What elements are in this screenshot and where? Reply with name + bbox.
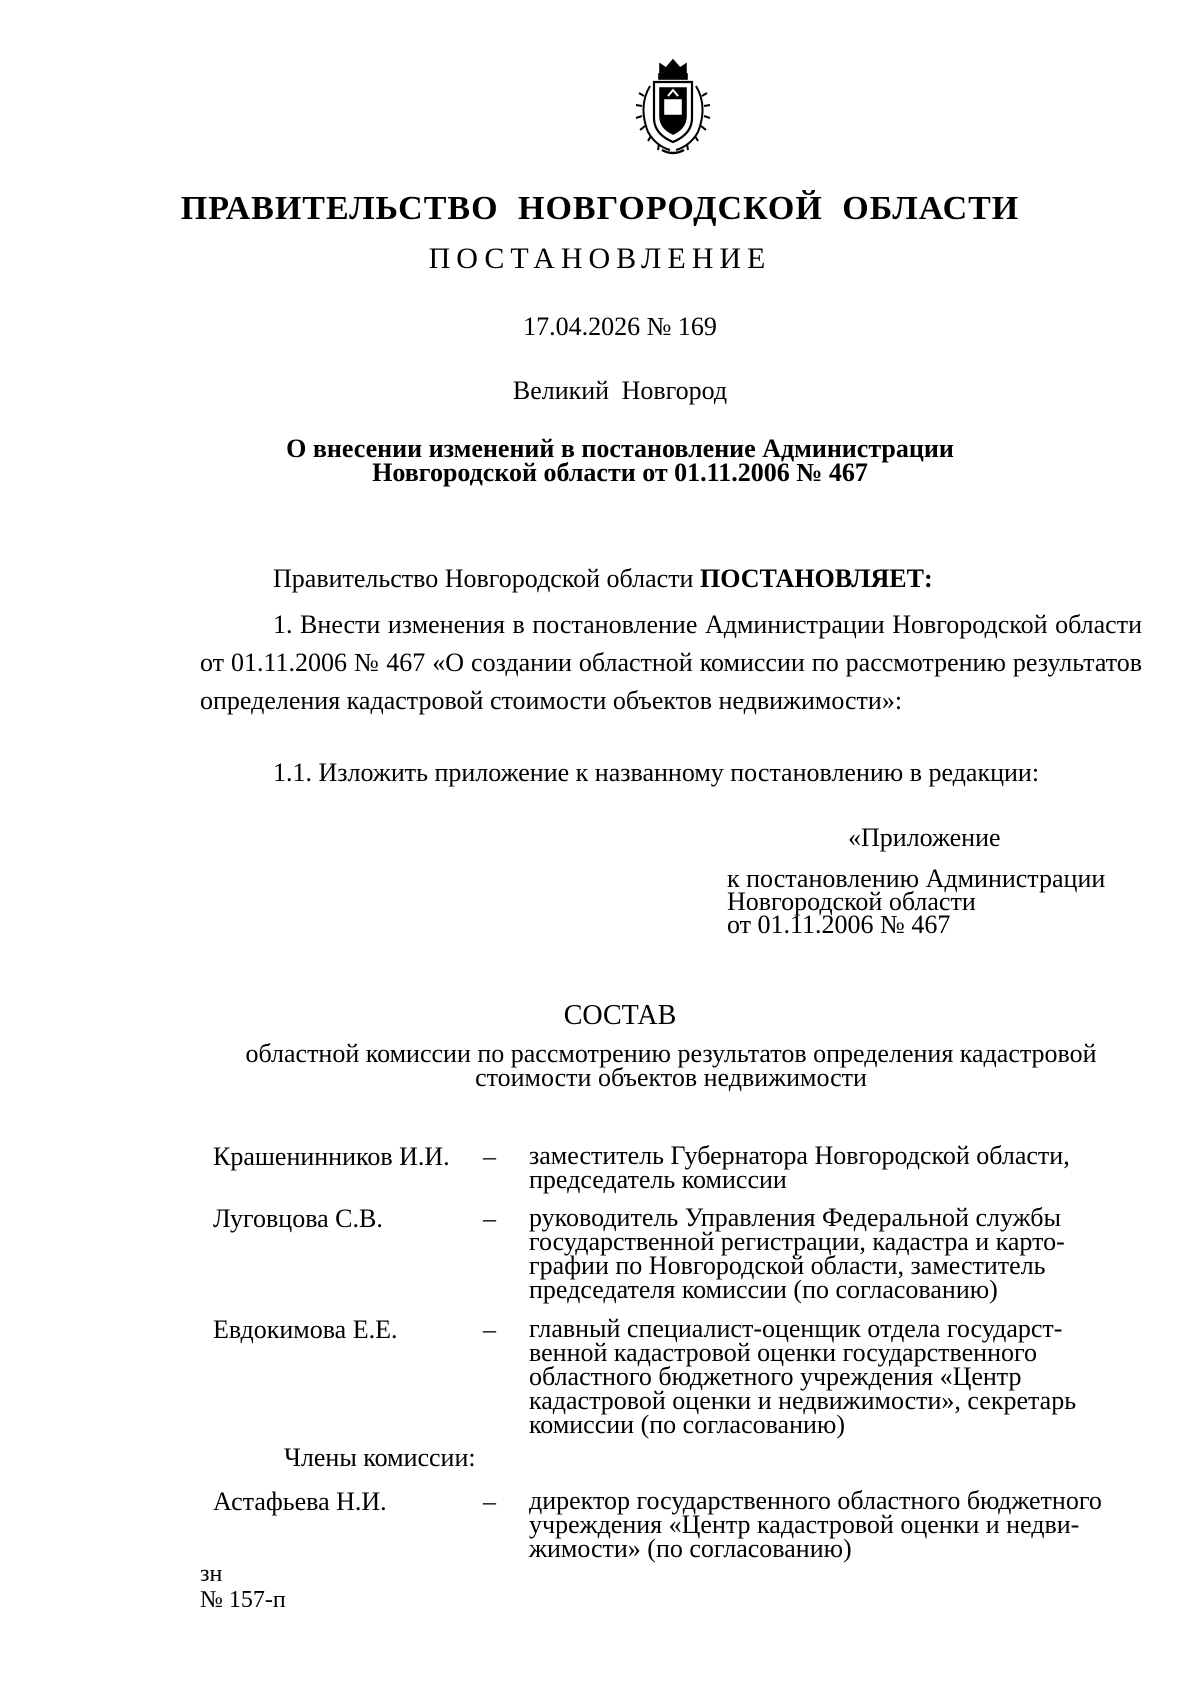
composition-subtitle-line-1: областной комиссии по рассмотрению результатов определения кадастровой [245,1039,1097,1068]
member-dash: – [483,1142,496,1171]
footer-number: № 157-п [200,1587,286,1613]
member-description-line: учреждения «Центр кадастровой оценки и недви- [529,1510,1080,1539]
footer-reference [200,1561,286,1613]
member-description-line: председателя комиссии (по согласованию) [529,1275,998,1304]
government-name-heading: ПРАВИТЕЛЬСТВО НОВГОРОДСКОЙ ОБЛАСТИ [180,190,1020,227]
intro-decree-word: ПОСТАНОВЛЯЕТ: [699,564,933,593]
appendix-line-1: к постановлению Администрации [727,864,1106,893]
document-type-heading: ПОСТАНОВЛЕНИЕ [428,242,772,275]
member-description-line: областного бюджетного учреждения «Центр [529,1362,1022,1391]
members-label: Члены комиссии: [284,1443,476,1472]
appendix-title: «Приложение [848,823,1001,852]
composition-subtitle-line-2: стоимости объектов недвижимости [475,1063,867,1092]
document-date-number: 17.04.2026 № 169 [523,312,717,341]
member-description-line: комиссии (по согласованию) [529,1410,845,1439]
member-description-line: государственной регистрации, кадастра и карто- [529,1227,1065,1256]
appendix-reference [727,864,1106,939]
member-description-line: главный специалист-оценщик отдела государст- [529,1314,1063,1343]
item-1-paragraph: 1. Внести изменения в постановление Администрации Новгородской области от 01.11.2006 № 467 «О создании областной комиссии по рассмотрению результатов определения кадастровой стоимости объектов недвижимости»: [200,610,1142,715]
composition-title: СОСТАВ [563,1000,677,1031]
member-name: Крашенинников И.И. [213,1142,450,1171]
appendix-line-2: Новгородской области [727,887,976,916]
document-city: Великий Новгород [512,376,728,405]
coat-of-arms-emblem [632,56,714,160]
subject-line-2: Новгородской области от 01.11.2006 № 467 [372,458,868,487]
member-name: Луговцова С.В. [213,1204,383,1233]
member-description [529,1203,1139,1304]
member-description-line: жимости» (по согласованию) [529,1534,852,1563]
member-description [529,1486,1139,1563]
member-description-line: графии по Новгородской области, заместитель [529,1251,1046,1280]
intro-paragraph [273,564,933,594]
member-description-line: председатель комиссии [529,1165,787,1194]
member-description-line: кадастровой оценки и недвижимости», секретарь [529,1386,1077,1415]
composition-subtitle [200,1039,1142,1092]
intro-text: Правительство Новгородской области [273,564,700,593]
member-description-line: руководитель Управления Федеральной службы [529,1203,1061,1232]
member-dash: – [483,1487,496,1516]
member-dash: – [483,1315,496,1344]
member-dash: – [483,1204,496,1233]
member-description-line: заместитель Губернатора Новгородской области, [529,1141,1070,1170]
subject-line-1: О внесении изменений в постановление Администрации [286,434,954,463]
member-description [529,1141,1139,1194]
appendix-line-3: от 01.11.2006 № 467 [727,910,951,939]
item-1-1-paragraph: 1.1. Изложить приложение к названному постановлению в редакции: [273,758,1040,787]
member-description-line: директор государственного областного бюджетного [529,1486,1102,1515]
member-name: Астафьева Н.И. [213,1487,387,1516]
member-name: Евдокимова Е.Е. [213,1315,398,1344]
member-description-line: венной кадастровой оценки государственного [529,1338,1038,1367]
member-description [529,1314,1139,1439]
footer-initials: зн [200,1561,223,1587]
document-subject [200,434,1040,487]
